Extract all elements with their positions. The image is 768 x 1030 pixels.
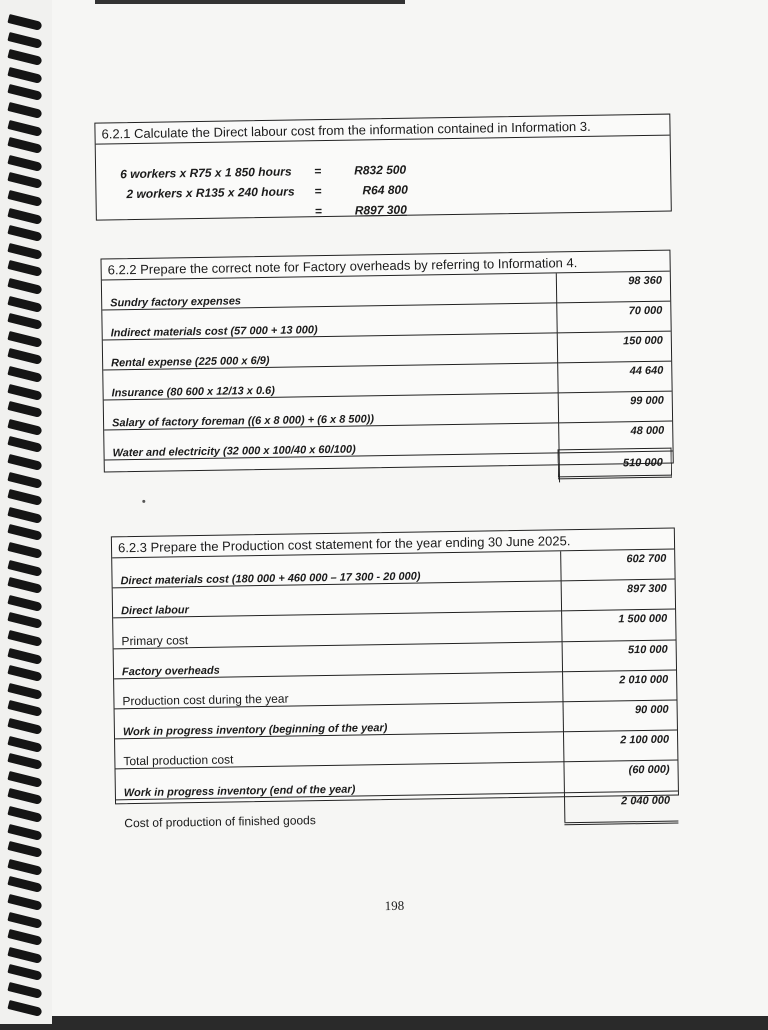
row-value: 897 300 <box>561 579 675 611</box>
row-label: Factory overheads <box>114 641 563 678</box>
row-value: 150 000 <box>557 331 671 363</box>
calc-eq-1: = <box>314 164 322 179</box>
row-value: 510 000 <box>562 640 676 672</box>
row-label: Salary of factory foreman ((6 x 8 000) + (6 x 8 500)) <box>104 393 559 430</box>
row-label: Total production cost <box>115 732 564 769</box>
section-623-heading: 6.2.3 Prepare the Production cost statement for the year ending 30 June 2025. <box>112 529 674 559</box>
row-value: 2 040 000 <box>564 791 678 824</box>
row-value: 48 000 <box>559 421 673 453</box>
row-value: 44 640 <box>558 361 672 393</box>
section-621-heading: 6.2.1 Calculate the Direct labour cost from the information contained in Information 3. <box>95 115 669 145</box>
row-value: 2 010 000 <box>563 670 677 702</box>
row-label: Sundry factory expenses <box>102 273 557 310</box>
factory-overheads-note <box>100 250 673 473</box>
row-value: 602 700 <box>561 550 675 581</box>
row-value: 90 000 <box>563 700 677 732</box>
row-value: 70 000 <box>557 301 671 333</box>
calc-label-2: 2 workers x R135 x 240 hours <box>126 184 295 202</box>
row-label: Primary cost <box>113 611 562 648</box>
section-622-heading: 6.2.2 Prepare the correct note for Factory overheads by referring to Information 4. <box>102 251 670 281</box>
calc-label-1: 6 workers x R75 x 1 850 hours <box>120 164 292 182</box>
row-value: 1 500 000 <box>562 609 676 641</box>
row-value: 2 100 000 <box>563 730 677 762</box>
row-label: Indirect materials cost (57 000 + 13 000) <box>102 303 557 340</box>
row-label: Insurance (80 600 x 12/13 x 0.6) <box>103 363 558 400</box>
row-label: Cost of production of finished goods <box>116 792 565 830</box>
factory-overheads-total: 510 000 <box>558 448 672 480</box>
direct-labour-box <box>94 114 671 221</box>
row-value: 99 000 <box>558 391 672 423</box>
production-cost-statement <box>111 528 679 831</box>
row-label: Work in progress inventory (end of the year) <box>116 762 565 799</box>
stray-mark <box>142 500 145 503</box>
page-number: 198 <box>384 897 405 914</box>
row-label: Rental expense (225 000 x 6/9) <box>103 333 558 370</box>
row-label: Direct materials cost (180 000 + 460 000 – 17 300 - 20 000) <box>112 551 561 588</box>
calc-value-2: R64 800 <box>362 182 408 198</box>
calc-value-total: R897 300 <box>354 202 407 218</box>
row-label: Production cost during the year <box>114 672 563 709</box>
row-value: (60 000) <box>564 760 678 792</box>
production-cost-table <box>112 550 678 832</box>
row-label: Work in progress inventory (beginning of the year) <box>115 702 564 739</box>
calc-eq-2: = <box>314 184 322 199</box>
row-label: Direct labour <box>113 581 562 618</box>
calc-value-1: R832 500 <box>354 162 407 178</box>
row-value: 98 360 <box>556 272 670 303</box>
calc-eq-3: = <box>314 204 322 219</box>
row-label: Water and electricity (32 000 x 100/40 x 60/100) <box>104 423 559 460</box>
